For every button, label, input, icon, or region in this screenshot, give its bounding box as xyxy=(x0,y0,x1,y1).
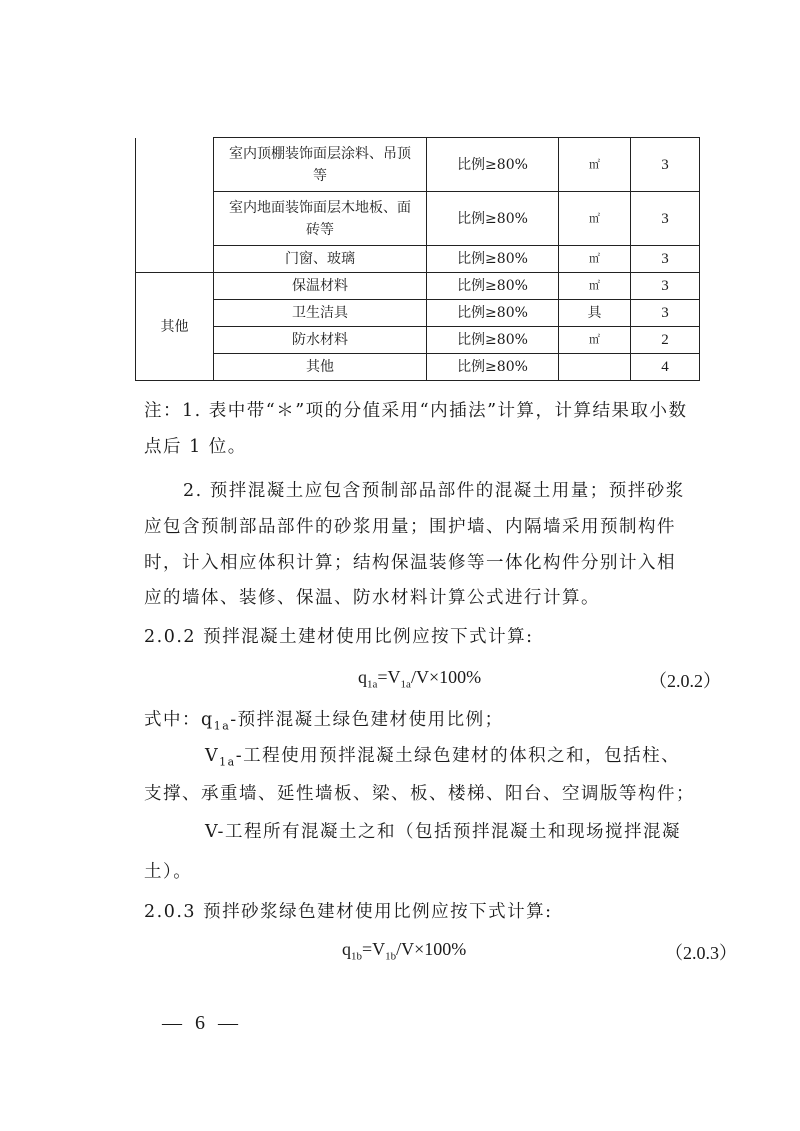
v1a-definition-line-2: 支撑、承重墙、延性墙板、梁、板、楼梯、阳台、空调版等构件； xyxy=(144,784,695,804)
item-cell: 室内顶棚装饰面层涂料、吊顶 等 xyxy=(214,138,427,192)
note-2-line-3: 时，计入相应体积计算；结构保温装修等一体化构件分别计入相 xyxy=(144,553,676,573)
note-2-line-4: 应的墙体、装修、保温、防水材料计算公式进行计算。 xyxy=(144,588,600,608)
equation-number-2-0-3: （2.0.3） xyxy=(665,943,737,963)
note-1-line-1: 注：1. 表中带“＊”项的分值采用“内插法”计算，计算结果取小数 xyxy=(144,401,688,421)
v-definition-line-2: 土）。 xyxy=(144,862,193,882)
item-cell: 保温材料 xyxy=(214,273,427,300)
score-cell: 2 xyxy=(631,327,700,354)
requirement-cell: 比例≥80% xyxy=(427,327,559,354)
material-score-table xyxy=(135,137,700,381)
table-row xyxy=(136,246,700,273)
requirement-cell: 比例≥80% xyxy=(427,246,559,273)
category-cell-other: 其他 xyxy=(136,273,214,381)
item-cell: 防水材料 xyxy=(214,327,427,354)
item-cell: 室内地面装饰面层木地板、面 砖等 xyxy=(214,192,427,246)
formula-2-0-3: $q_{1b}=V_{1b}/V\times 100\%$ xyxy=(342,939,467,963)
table-row xyxy=(136,300,700,327)
unit-cell: 具 xyxy=(559,300,631,327)
v-definition-line-1: V-工程所有混凝土之和（包括预拌混凝土和现场搅拌混凝 xyxy=(205,822,681,842)
page-number: — 6 — xyxy=(162,1012,242,1034)
equation-number-2-0-2: （2.0.2） xyxy=(649,671,721,691)
score-cell: 3 xyxy=(631,246,700,273)
unit-cell: ㎡ xyxy=(559,327,631,354)
requirement-cell: 比例≥80% xyxy=(427,138,559,192)
requirement-cell: 比例≥80% xyxy=(427,273,559,300)
item-cell: 门窗、玻璃 xyxy=(214,246,427,273)
item-cell: 其他 xyxy=(214,354,427,381)
where-q1a-definition: 式中：$q_{1a}-$预拌混凝土绿色建材使用比例； xyxy=(144,710,504,733)
item-cell: 卫生洁具 xyxy=(214,300,427,327)
requirement-cell: 比例≥80% xyxy=(427,300,559,327)
score-cell: 4 xyxy=(631,354,700,381)
unit-cell: ㎡ xyxy=(559,273,631,300)
requirement-cell: 比例≥80% xyxy=(427,192,559,246)
section-2-0-3-heading: 2.0.3 预拌砂浆绿色建材使用比例应按下式计算: xyxy=(144,902,553,922)
v1a-definition-line-1: $V_{1a}-$工程使用预拌混凝土绿色建材的体积之和，包括柱、 xyxy=(205,746,681,769)
score-cell: 3 xyxy=(631,273,700,300)
table-row xyxy=(136,327,700,354)
score-cell: 3 xyxy=(631,138,700,192)
score-cell: 3 xyxy=(631,192,700,246)
unit-cell: ㎡ xyxy=(559,246,631,273)
score-cell: 3 xyxy=(631,300,700,327)
note-2-line-1: 2. 预拌混凝土应包含预制部品部件的混凝土用量；预拌砂浆 xyxy=(183,481,685,501)
table-row xyxy=(136,138,700,192)
note-1-line-2: 点后 1 位。 xyxy=(144,437,247,457)
formula-2-0-2: $q_{1a}=V_{1a}/V\times 100\%$ xyxy=(358,667,482,691)
table-row xyxy=(136,192,700,246)
unit-cell: ㎡ xyxy=(559,192,631,246)
note-2-line-2: 应包含预制部品部件的砂浆用量；围护墙、内隔墙采用预制构件 xyxy=(144,517,676,537)
table-row xyxy=(136,354,700,381)
unit-cell: ㎡ xyxy=(559,138,631,192)
unit-cell xyxy=(559,354,631,381)
section-2-0-2-heading: 2.0.2 预拌混凝土建材使用比例应按下式计算: xyxy=(144,627,534,647)
requirement-cell: 比例≥80% xyxy=(427,354,559,381)
table-row xyxy=(136,273,700,300)
category-cell-continued xyxy=(136,138,214,273)
